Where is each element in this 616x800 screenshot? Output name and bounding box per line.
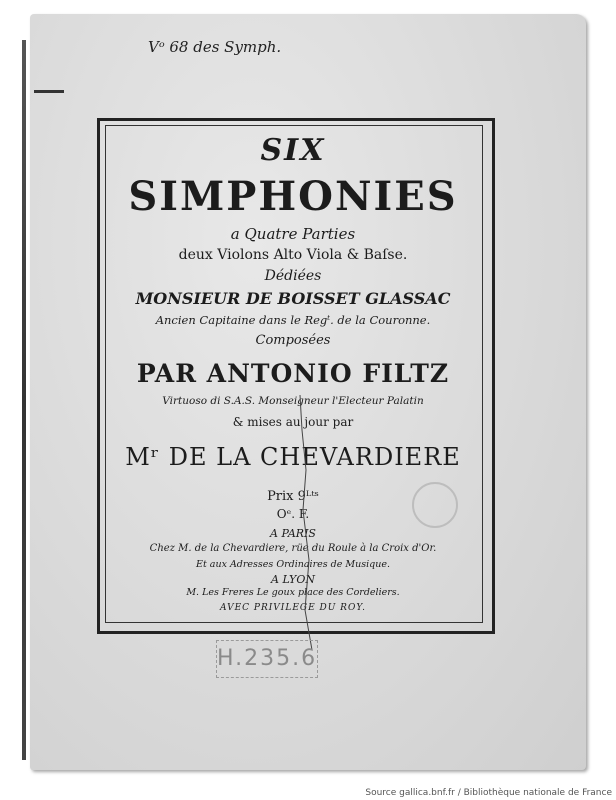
dedicatee-title: Ancien Capitaine dans le Regᵗ. de la Couronne. xyxy=(155,313,431,327)
publisher-label: & mises au jour par xyxy=(232,415,354,429)
subtitle-quatre: a Quatre Parties xyxy=(230,225,356,243)
title-six: SIX xyxy=(260,133,326,168)
city-paris: A PARIS xyxy=(270,527,316,540)
composed-label: Composées xyxy=(255,333,331,348)
privilege: AVEC PRIVILEGE DU ROY. xyxy=(220,603,366,613)
composer-title: Virtuoso di S.A.S. Monseigneur l'Electeur Palatin xyxy=(162,395,424,407)
title-simphonies: SIMPHONIES xyxy=(128,173,458,220)
price: Prix 9ᴸᵗˢ xyxy=(267,489,319,504)
library-shelfmark: H.235.6 xyxy=(216,640,318,678)
address-lyon: M. Les Freres Le goux place des Cordeliers. xyxy=(186,587,400,598)
address-paris: Chez M. de la Chevardiere, rüe du Roule à la Croix d'Or. xyxy=(149,543,437,554)
publisher: Mʳ DE LA CHEVARDIERE xyxy=(125,443,461,471)
instrumentation: deux Violons Alto Viola & Baſse. xyxy=(178,247,408,263)
opus-number: Oᵉ. F. xyxy=(276,507,310,521)
dedication-label: Dédiées xyxy=(264,268,322,284)
source-credit: Source gallica.bnf.fr / Bibliothèque nationale de France xyxy=(365,788,612,798)
address-other: Et aux Adresses Ordinaires de Musique. xyxy=(196,559,390,570)
city-lyon: A LYON xyxy=(271,573,315,586)
composer: PAR ANTONIO FILTZ xyxy=(136,359,450,388)
dedicatee: MONSIEUR DE BOISSET GLASSAC xyxy=(135,289,451,308)
handwritten-shelfmark: Vᵒ 68 des Symph. xyxy=(148,38,282,56)
